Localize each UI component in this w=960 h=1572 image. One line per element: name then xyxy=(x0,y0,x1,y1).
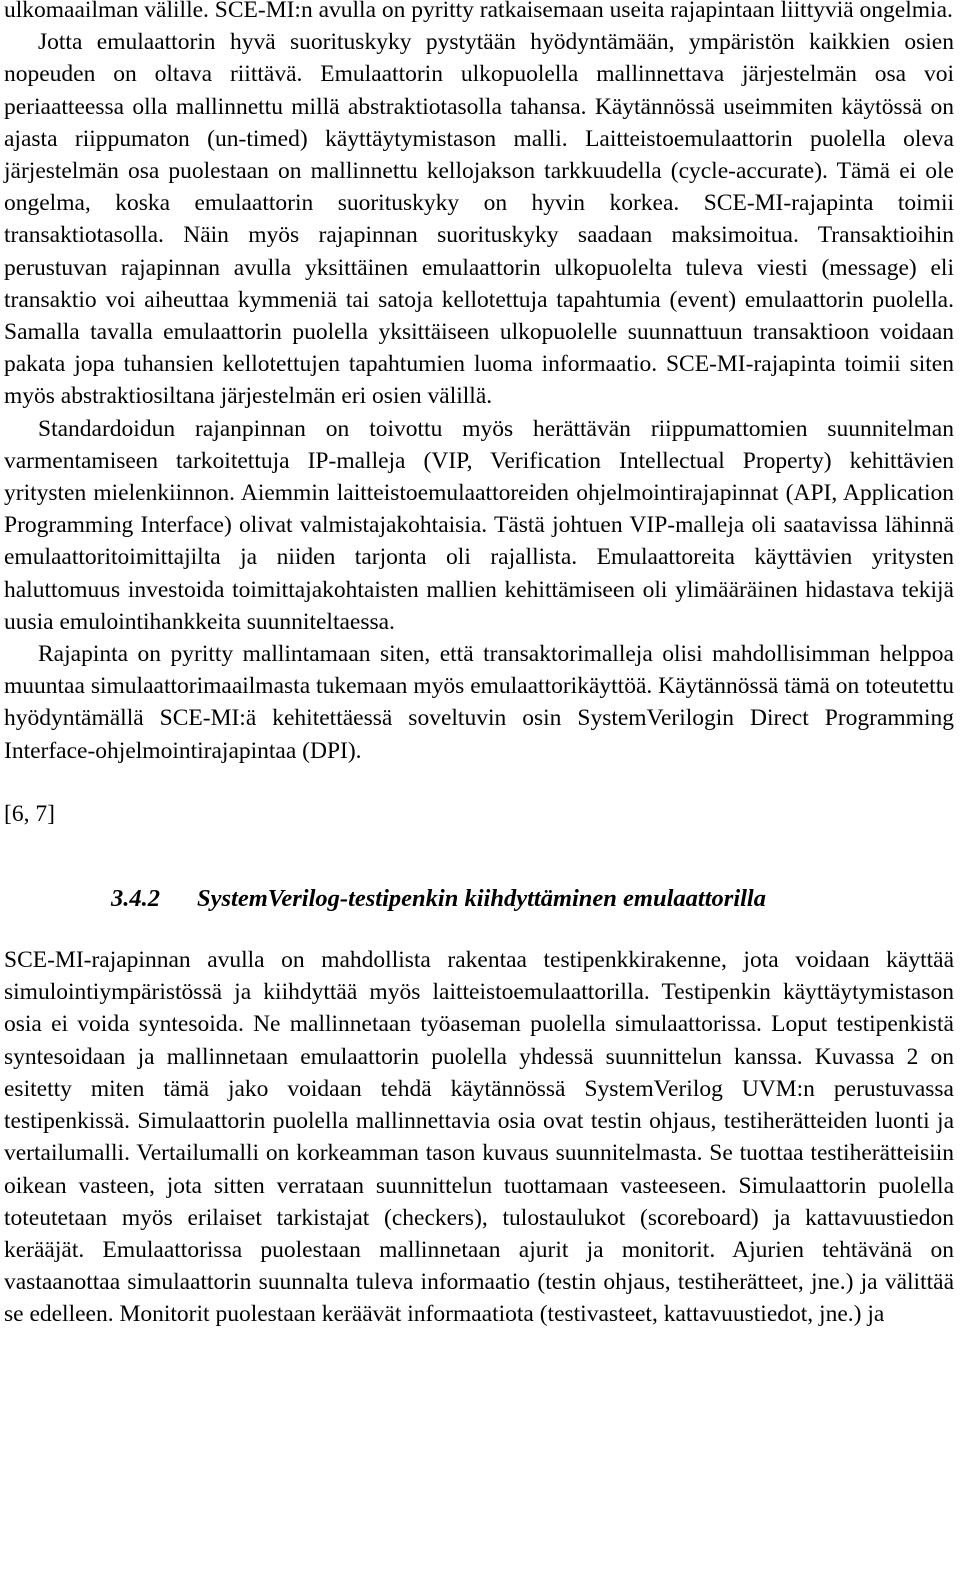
body-paragraph: Jotta emulaattorin hyvä suorituskyky pystytään hyödyntämään, ympäristön kaikkien osien nopeuden on oltava riittävä. Emulaattorin ulkopuolella mallinnettava järjestelmän osa voi periaatteessa olla mallinnettu millä abstraktiotasolla tahansa. Käytännössä useimmiten käytössä on ajasta riippumaton (un-timed) käyttäytymistason malli. Laitteistoemulaattorin puolella oleva järjestelmän osa puolestaan on mallinnettu kellojakson tarkkuudella (cycle-accurate). Tämä ei ole ongelma, koska emulaattorin suorituskyky on hyvin korkea. SCE-MI-rajapinta toimii transaktiotasolla. Näin myös rajapinnan suorituskyky saadaan maksimoitua. Transaktioihin perustuvan rajapinnan avulla yksittäinen emulaattorin ulkopuolelta tuleva viesti (message) eli transaktio voi aiheuttaa kymmeniä tai satoja kellotettuja tapahtumia (event) emulaattorin puolella. Samalla tavalla emulaattorin puolella yksittäiseen ulkopuolelle suunnattuun transaktioon voidaan pakata jopa tuhansien kellotettujen tapahtumien luoma informaatio. SCE-MI-rajapinta toimii siten myös abstraktiosiltana järjestelmän eri osien välillä. xyxy=(4,29,954,410)
body-paragraph: SCE-MI-rajapinnan avulla on mahdollista rakentaa testipenkkirakenne, jota voidaan käyttää simulointiympäristössä ja kiihdyttää myös laitteistoemulaattorilla. Testipenkin käyttäytymistason osia ei voida syntesoida. Ne mallinnetaan työaseman puolella simulaattorissa. Loput testipenkistä syntesoidaan ja mallinnetaan emulaattorin puolella yhdessä suunnittelun kanssa. Kuvassa 2 on esitetty miten tämä jako voidaan tehdä käytännössä SystemVerilog UVM:n perustuvassa testipenkissä. Simulaattorin puolella mallinnettavia osia ovat testin ohjaus, testiherätteiden luonti ja vertailumalli. Vertailumalli on korkeamman tason kuvaus suunnitelmasta. Se tuottaa testiherätteisiin oikean vasteen, jota sitten verrataan suunnittelun tuottamaan vasteeseen. Simulaattorin puolella toteutetaan myös erilaiset tarkistajat (checkers), tulostaulukot (scoreboard) ja kattavuustiedon kerääjät. Emulaattorissa puolestaan mallinnetaan ajurit ja monitorit. Ajurien tehtävänä on vastaanottaa simulaattorin suunnalta tuleva informaatio (testin ohjaus, testiherätteet, jne.) ja välittää se edelleen. Monitorit puolestaan keräävät informaatiota (testivasteet, kattavuustiedot, jne.) ja xyxy=(4,947,954,1328)
document-page xyxy=(4,0,954,1331)
section-heading xyxy=(4,882,954,916)
body-paragraph: ulkomaailman välille. SCE-MI:n avulla on pyritty ratkaisemaan useita rajapintaan liittyviä ongelmia. xyxy=(4,0,953,23)
reference-citation: [6, 7] xyxy=(4,800,55,827)
body-paragraph: Rajapinta on pyritty mallintamaan siten, että transaktorimalleja olisi mahdollisimman helppoa muuntaa simulaattorimaailmasta tukemaan myös emulaattorikäyttöä. Käytännössä tämä on toteutettu hyödyntämällä SCE-MI:ä kehitettäessä soveltuvin osin SystemVerilogin Direct Programming Interface-ohjelmointirajapintaa (DPI). xyxy=(4,641,954,764)
section-title: SystemVerilog-testipenkin kiihdyttäminen emulaattorilla xyxy=(197,885,766,913)
section-number: 3.4.2 xyxy=(111,885,160,913)
body-paragraph: Standardoidun rajanpinnan on toivottu myös herättävän riippumattomien suunnitelman varmentamiseen tarkoitettuja IP-malleja (VIP, Verification Intellectual Property) kehittävien yritysten mielenkiinnon. Aiemmin laitteistoemulaattoreiden ohjelmointirajapinnat (API, Application Programming Interface) olivat valmistajakohtaisia. Tästä johtuen VIP-malleja oli saatavissa lähinnä emulaattoritoimittajilta ja niiden tarjonta oli rajallista. Emulaattoreita käyttävien yritysten haluttomuus investoida toimittajakohtaisten mallien kehittämiseen oli ylimääräinen hidastava tekijä uusia emulointihankkeita suunniteltaessa. xyxy=(4,415,954,635)
